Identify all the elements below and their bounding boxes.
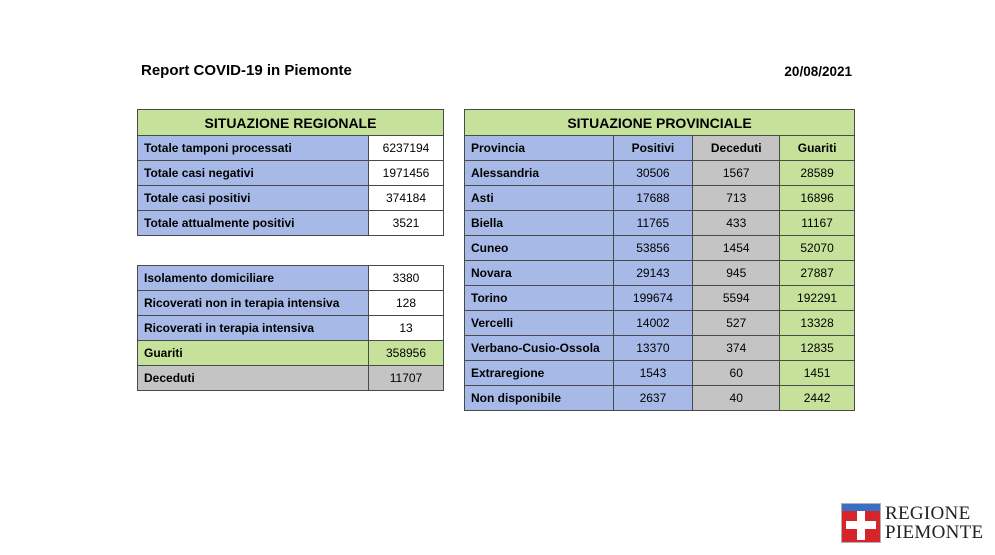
provincial-situation-table <box>464 109 855 411</box>
table-row <box>138 186 444 211</box>
cell-positivi: 29143 <box>613 261 693 286</box>
regione-piemonte-logo <box>841 503 984 545</box>
cell-provincia: Non disponibile <box>465 386 614 411</box>
row-label: Totale casi positivi <box>138 186 369 211</box>
cell-guariti: 192291 <box>780 286 855 311</box>
table-row <box>138 366 444 391</box>
column-header-positivi: Positivi <box>613 136 693 161</box>
report-title: Report COVID-19 in Piemonte <box>141 62 352 79</box>
cell-positivi: 14002 <box>613 311 693 336</box>
row-value: 3380 <box>369 266 444 291</box>
cell-guariti: 27887 <box>780 261 855 286</box>
row-label: Totale tamponi processati <box>138 136 369 161</box>
cell-deceduti: 5594 <box>693 286 780 311</box>
row-value: 128 <box>369 291 444 316</box>
cell-deceduti: 40 <box>693 386 780 411</box>
table-row <box>465 311 855 336</box>
cell-guariti: 2442 <box>780 386 855 411</box>
row-label: Ricoverati in terapia intensiva <box>138 316 369 341</box>
row-label: Totale casi negativi <box>138 161 369 186</box>
cell-provincia: Alessandria <box>465 161 614 186</box>
report-date: 20/08/2021 <box>784 64 852 79</box>
cell-deceduti: 945 <box>693 261 780 286</box>
column-header-deceduti: Deceduti <box>693 136 780 161</box>
cell-deceduti: 60 <box>693 361 780 386</box>
row-value: 1971456 <box>369 161 444 186</box>
table-row <box>138 316 444 341</box>
cell-guariti: 11167 <box>780 211 855 236</box>
cell-positivi: 1543 <box>613 361 693 386</box>
cell-deceduti: 1567 <box>693 161 780 186</box>
cell-guariti: 16896 <box>780 186 855 211</box>
cell-deceduti: 713 <box>693 186 780 211</box>
cell-guariti: 52070 <box>780 236 855 261</box>
cell-positivi: 2637 <box>613 386 693 411</box>
table-row <box>465 186 855 211</box>
column-header-guariti: Guariti <box>780 136 855 161</box>
cell-provincia: Novara <box>465 261 614 286</box>
table-row <box>465 161 855 186</box>
regional-heading: SITUAZIONE REGIONALE <box>138 110 444 136</box>
cell-positivi: 30506 <box>613 161 693 186</box>
row-label: Guariti <box>138 341 369 366</box>
cell-provincia: Vercelli <box>465 311 614 336</box>
row-value: 3521 <box>369 211 444 236</box>
table-row <box>138 291 444 316</box>
cell-positivi: 199674 <box>613 286 693 311</box>
cell-provincia: Cuneo <box>465 236 614 261</box>
row-label: Ricoverati non in terapia intensiva <box>138 291 369 316</box>
table-row <box>465 261 855 286</box>
row-value: 374184 <box>369 186 444 211</box>
table-row <box>465 361 855 386</box>
cell-guariti: 13328 <box>780 311 855 336</box>
cell-provincia: Torino <box>465 286 614 311</box>
cell-provincia: Extraregione <box>465 361 614 386</box>
table-row <box>465 336 855 361</box>
table-row <box>138 161 444 186</box>
status-table <box>137 265 444 391</box>
column-header-row <box>465 136 855 161</box>
cell-provincia: Asti <box>465 186 614 211</box>
table-row <box>138 266 444 291</box>
table-row <box>465 211 855 236</box>
cell-deceduti: 527 <box>693 311 780 336</box>
row-value: 6237194 <box>369 136 444 161</box>
cell-guariti: 28589 <box>780 161 855 186</box>
row-label: Isolamento domiciliare <box>138 266 369 291</box>
coat-of-arms-icon <box>841 503 881 543</box>
table-row <box>138 211 444 236</box>
cell-positivi: 13370 <box>613 336 693 361</box>
table-row <box>138 341 444 366</box>
row-value: 358956 <box>369 341 444 366</box>
row-label: Deceduti <box>138 366 369 391</box>
row-label: Totale attualmente positivi <box>138 211 369 236</box>
table-row <box>465 236 855 261</box>
provincial-heading: SITUAZIONE PROVINCIALE <box>465 110 855 136</box>
cell-guariti: 12835 <box>780 336 855 361</box>
cell-deceduti: 1454 <box>693 236 780 261</box>
cell-positivi: 53856 <box>613 236 693 261</box>
table-row <box>465 286 855 311</box>
cell-provincia: Biella <box>465 211 614 236</box>
regional-situation-table <box>137 109 444 236</box>
cell-positivi: 11765 <box>613 211 693 236</box>
cell-positivi: 17688 <box>613 186 693 211</box>
table-row <box>138 136 444 161</box>
column-header-provincia: Provincia <box>465 136 614 161</box>
table-row <box>465 386 855 411</box>
cell-deceduti: 433 <box>693 211 780 236</box>
cell-guariti: 1451 <box>780 361 855 386</box>
row-value: 13 <box>369 316 444 341</box>
cell-deceduti: 374 <box>693 336 780 361</box>
logo-text: REGIONE PIEMONTE <box>885 503 984 543</box>
cell-provincia: Verbano-Cusio-Ossola <box>465 336 614 361</box>
row-value: 11707 <box>369 366 444 391</box>
